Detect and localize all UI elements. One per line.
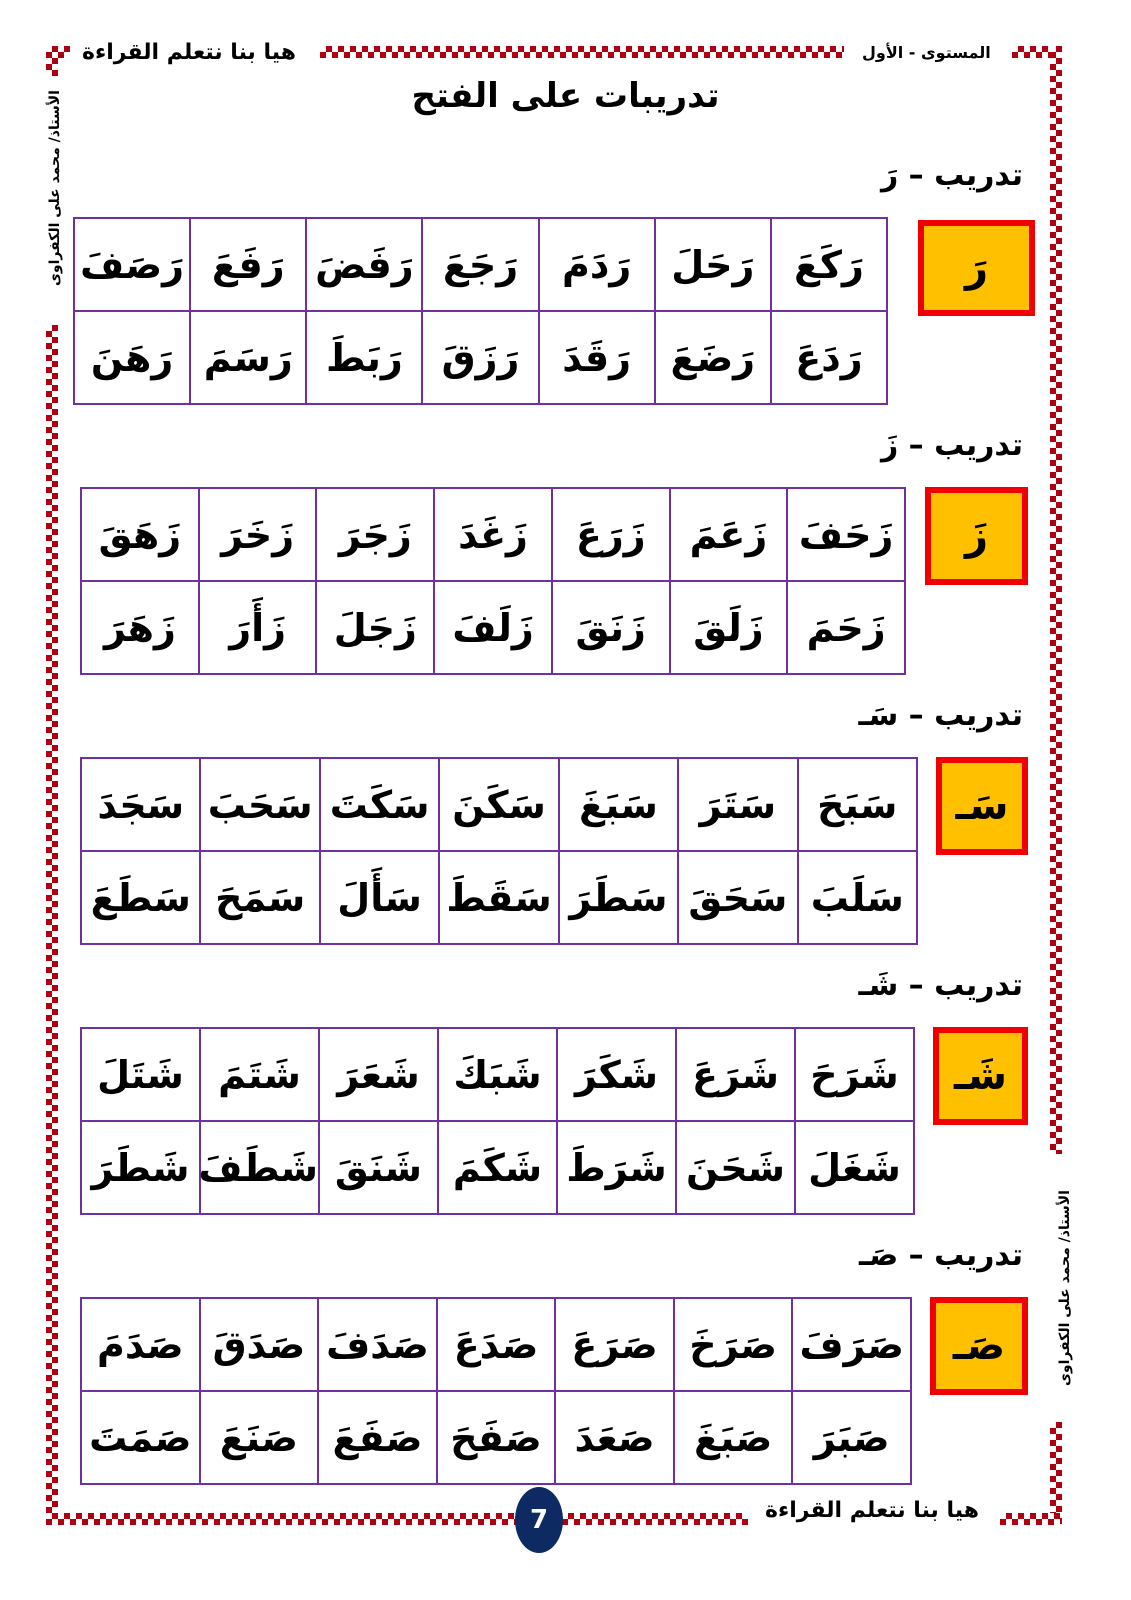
word-cell: زَنَقَ [552, 581, 670, 674]
word-cell: رَفَعَ [190, 218, 306, 311]
table-row [81, 1121, 914, 1214]
word-cell: صَدَقَ [200, 1298, 319, 1391]
word-cell: شَرَطَ [557, 1121, 676, 1214]
word-cell: صَنَعَ [200, 1391, 319, 1484]
word-cell: سَحَقَ [678, 851, 797, 944]
section-title-seen: تدريب – سَـ [858, 698, 1023, 733]
bottom-border-middle [562, 1513, 748, 1525]
word-table-seen [80, 757, 918, 945]
word-cell: زَجَرَ [316, 488, 434, 581]
word-cell: سَطَعَ [81, 851, 200, 944]
right-border-bottom [1050, 1422, 1062, 1525]
author-credit-right: الأستاذ/ محمد على الكفراوى [1057, 1190, 1073, 1386]
word-cell: شَطَرَ [81, 1121, 200, 1214]
header-level: المستوى - الأول [862, 43, 991, 62]
key-letter-sheen: شَـ [933, 1027, 1028, 1125]
top-border-middle [320, 46, 844, 58]
section-title-ra: تدريب – رَ [880, 158, 1023, 193]
table-row [74, 218, 887, 311]
word-cell: سَطَرَ [559, 851, 678, 944]
word-cell: صَرَفَ [792, 1298, 911, 1391]
table-row [81, 758, 917, 851]
section-title-sad: تدريب – صَـ [858, 1238, 1023, 1273]
page-number-badge: 7 [515, 1487, 563, 1553]
author-credit-left: الأستاذ/ محمد على الكفراوى [47, 90, 63, 286]
table-row [81, 1298, 911, 1391]
word-cell: صَرَخَ [674, 1298, 793, 1391]
word-table-ra [73, 217, 888, 405]
word-cell: شَرَعَ [676, 1028, 795, 1121]
word-cell: صَفَحَ [437, 1391, 556, 1484]
key-letter-zay: زَ [925, 487, 1028, 585]
word-cell: سَجَدَ [81, 758, 200, 851]
word-cell: رَقَدَ [539, 311, 655, 404]
word-cell: سَكَتَ [320, 758, 439, 851]
word-cell: سَبَحَ [798, 758, 917, 851]
word-cell: شَبَكَ [438, 1028, 557, 1121]
word-cell: شَعَرَ [319, 1028, 438, 1121]
word-cell: سَقَطَ [439, 851, 558, 944]
right-border-main [1050, 46, 1062, 1154]
word-cell: صَدَعَ [437, 1298, 556, 1391]
word-cell: زَحَفَ [787, 488, 905, 581]
word-cell: صَرَعَ [555, 1298, 674, 1391]
word-table-sad [80, 1297, 912, 1485]
word-cell: زَلَقَ [670, 581, 788, 674]
word-cell: زَهَقَ [81, 488, 199, 581]
word-cell: صَبَرَ [792, 1391, 911, 1484]
word-cell: رَزَقَ [422, 311, 538, 404]
word-cell: رَضَعَ [655, 311, 771, 404]
word-cell: شَتَمَ [200, 1028, 319, 1121]
word-cell: صَفَعَ [318, 1391, 437, 1484]
word-cell: رَدَعَ [771, 311, 887, 404]
table-row [81, 851, 917, 944]
word-cell: شَغَلَ [795, 1121, 914, 1214]
word-cell: رَبَطَ [306, 311, 422, 404]
word-cell: رَجَعَ [422, 218, 538, 311]
word-cell: شَحَنَ [676, 1121, 795, 1214]
word-cell: شَكَمَ [438, 1121, 557, 1214]
word-cell: صَدَمَ [81, 1298, 200, 1391]
word-cell: صَدَفَ [318, 1298, 437, 1391]
word-cell: شَطَفَ [200, 1121, 319, 1214]
word-cell: زَخَرَ [199, 488, 317, 581]
page-title: تدريبات على الفتح [411, 76, 720, 116]
word-cell: صَمَتَ [81, 1391, 200, 1484]
word-cell: زَأَرَ [199, 581, 317, 674]
left-border-top [46, 46, 58, 76]
word-cell: زَلَفَ [434, 581, 552, 674]
word-cell: شَتَلَ [81, 1028, 200, 1121]
word-cell: رَفَضَ [306, 218, 422, 311]
word-table-zay [80, 487, 906, 675]
footer-series-title: هيا بنا نتعلم القراءة [765, 1498, 979, 1523]
bottom-border-left [46, 1513, 516, 1525]
word-cell: زَغَدَ [434, 488, 552, 581]
word-cell: سَبَغَ [559, 758, 678, 851]
header-series-title: هيا بنا نتعلم القراءة [82, 40, 296, 65]
table-row [81, 1391, 911, 1484]
word-cell: صَعَدَ [555, 1391, 674, 1484]
word-cell: زَعَمَ [670, 488, 788, 581]
word-cell: زَجَلَ [316, 581, 434, 674]
table-row [81, 581, 905, 674]
word-cell: سَحَبَ [200, 758, 319, 851]
word-cell: شَنَقَ [319, 1121, 438, 1214]
word-cell: صَبَغَ [674, 1391, 793, 1484]
table-row [81, 1028, 914, 1121]
word-cell: سَمَحَ [200, 851, 319, 944]
left-border-main [46, 325, 58, 1525]
word-cell: سَلَبَ [798, 851, 917, 944]
table-row [81, 488, 905, 581]
key-letter-seen: سَـ [936, 757, 1028, 855]
word-cell: شَكَرَ [557, 1028, 676, 1121]
key-letter-ra: رَ [918, 220, 1035, 316]
word-cell: رَصَفَ [74, 218, 190, 311]
word-cell: رَهَنَ [74, 311, 190, 404]
word-cell: رَسَمَ [190, 311, 306, 404]
word-cell: شَرَحَ [795, 1028, 914, 1121]
word-table-sheen [80, 1027, 915, 1215]
table-row [74, 311, 887, 404]
word-cell: رَحَلَ [655, 218, 771, 311]
word-cell: رَكَعَ [771, 218, 887, 311]
word-cell: سَأَلَ [320, 851, 439, 944]
bottom-border-right [1000, 1513, 1060, 1525]
key-letter-sad: صَـ [930, 1297, 1028, 1395]
word-cell: زَرَعَ [552, 488, 670, 581]
word-cell: زَهَرَ [81, 581, 199, 674]
section-title-sheen: تدريب – شَـ [858, 968, 1023, 1003]
word-cell: سَتَرَ [678, 758, 797, 851]
word-cell: زَحَمَ [787, 581, 905, 674]
section-title-zay: تدريب – زَ [880, 428, 1023, 463]
word-cell: رَدَمَ [539, 218, 655, 311]
word-cell: سَكَنَ [439, 758, 558, 851]
